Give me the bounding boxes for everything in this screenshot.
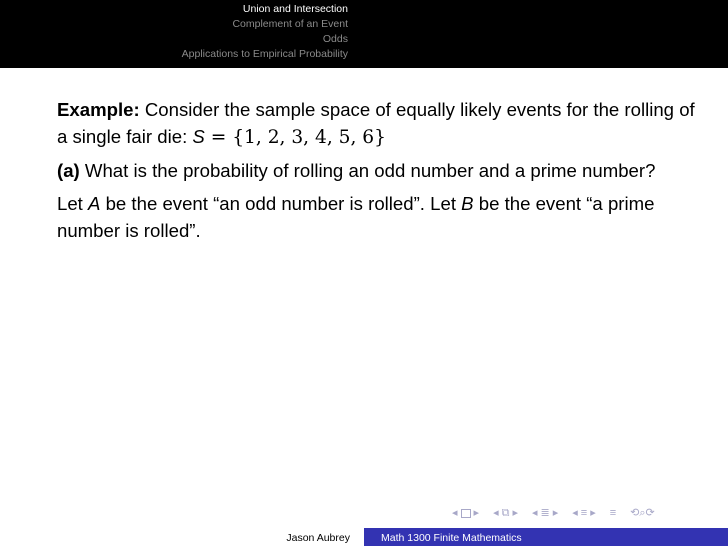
section-right-arrow-icon[interactable]: ▸ xyxy=(552,507,559,519)
nav-odds[interactable]: Odds xyxy=(322,33,348,45)
part-a-paragraph xyxy=(57,157,697,184)
frame-box-icon[interactable] xyxy=(461,509,471,518)
header-bar xyxy=(0,0,728,68)
doc-icon[interactable]: ≡ xyxy=(580,507,588,519)
let-text: Let xyxy=(57,193,89,214)
section-left-arrow-icon[interactable]: ◂ xyxy=(531,507,538,519)
nav-left-arrow-icon[interactable]: ◂ xyxy=(452,507,458,519)
nav-empirical-probability[interactable]: Applications to Empirical Probability xyxy=(181,48,348,60)
sample-space-symbol: S xyxy=(192,126,205,147)
nav-complement[interactable]: Complement of an Event xyxy=(232,18,348,30)
header-left-panel xyxy=(0,0,364,68)
event-a-symbol: A xyxy=(88,193,101,214)
footer-author-panel xyxy=(0,528,364,546)
sample-space-equals: = xyxy=(204,127,233,148)
sample-space-set: {1, 2, 3, 4, 5, 6} xyxy=(232,127,386,148)
nav-union-intersection[interactable]: Union and Intersection xyxy=(242,3,348,15)
footer-bar xyxy=(0,528,728,546)
search-zoom-icon[interactable]: ⟲⌕⟳ xyxy=(630,507,655,519)
subsection-right-arrow-icon[interactable]: ▸ xyxy=(512,507,518,519)
example-text: Consider the sample space of equally likely events for the rolling of a single fair die: xyxy=(57,99,695,147)
doc-right-arrow-icon[interactable]: ▸ xyxy=(590,507,596,519)
header-right-panel xyxy=(364,0,728,68)
footer-author: Jason Aubrey xyxy=(286,532,350,544)
beamer-nav-symbols xyxy=(452,503,655,523)
example-label: Example: xyxy=(57,99,140,120)
doc-left-arrow-icon[interactable]: ◂ xyxy=(572,507,578,519)
footer-course: Math 1300 Finite Mathematics xyxy=(381,532,522,544)
footer-course-panel xyxy=(364,528,728,546)
slide-content xyxy=(57,96,697,250)
section-nav xyxy=(182,2,348,62)
events-paragraph xyxy=(57,190,697,244)
section-icon[interactable]: ≣ xyxy=(540,507,550,519)
nav-right-arrow-icon[interactable]: ▸ xyxy=(473,507,480,519)
event-a-text: be the event “an odd number is rolled”. Let xyxy=(100,193,462,214)
part-a-label: (a) xyxy=(57,160,80,181)
appendix-icon[interactable]: ≡ xyxy=(609,507,617,519)
event-b-text: be the event “a prime number is rolled”. xyxy=(57,193,655,241)
subsection-left-arrow-icon[interactable]: ◂ xyxy=(493,507,499,519)
subsection-icon[interactable]: ⧉ xyxy=(501,507,510,519)
example-paragraph xyxy=(57,96,697,151)
event-b-symbol: B xyxy=(461,193,474,214)
part-a-text: What is the probability of rolling an odd number and a prime number? xyxy=(84,160,656,181)
